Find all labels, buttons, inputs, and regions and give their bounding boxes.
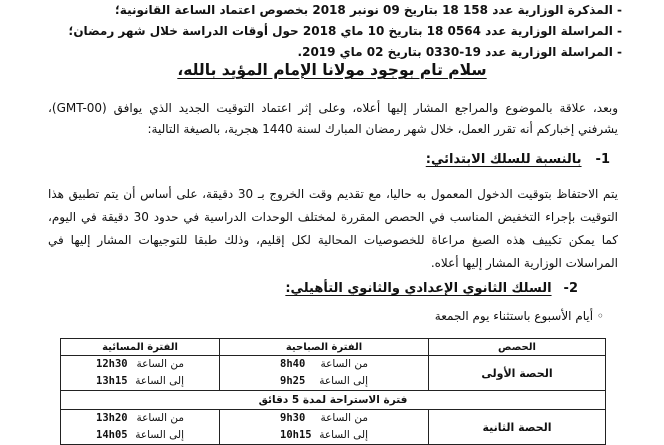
section-number: 1- [595, 152, 610, 167]
table-row [61, 356, 606, 391]
morning-cell [220, 410, 429, 445]
morning-cell [220, 356, 429, 391]
evening-cell [61, 356, 220, 391]
reference-item: - المراسلة الوزارية عدد 0564 18 بتاريخ 10 ماي 2018 حول أوقات الدراسة خلال شهر رمضان؛ [62, 21, 622, 42]
time-value: 12h30 [96, 358, 128, 370]
header-morning: الفترة الصباحية [220, 339, 429, 356]
from-label: من الساعة [136, 358, 184, 370]
intro-paragraph: وبعد، علاقة بالموضوع والمراجع المشار إليها أعلاه، وعلى إثر اعتماد التوقيت الجديد الذي يوافق (GMT-00)، يشرفني إخباركم أنه تقرر العمل، خلال شهر رمضان المبارك لسنة 1440 هجرية، بالصيغة التالية: [48, 101, 618, 136]
time-value: 13h15 [96, 375, 128, 387]
session-label: الحصة الثانية [429, 410, 606, 445]
evening-cell [61, 410, 220, 445]
table-header-row [61, 339, 606, 356]
time-value: 14h05 [96, 429, 128, 441]
reference-item: - المذكرة الوزارية عدد 158 18 بتاريخ 09 نونبر 2018 بخصوص اعتماد الساعة القانونية؛ [62, 0, 622, 21]
section-1-heading [426, 152, 610, 167]
from-label: من الساعة [136, 412, 184, 424]
section-number: 2- [563, 281, 578, 296]
header-evening: الفترة المسائية [61, 339, 220, 356]
session-label: الحصة الأولى [429, 356, 606, 391]
time-value: 10h15 [280, 429, 312, 441]
break-label: فترة الاستراحة لمدة 5 دقائق [61, 391, 606, 410]
section-1-paragraph: يتم الاحتفاظ بتوقيت الدخول المعمول به حاليا، مع تقديم وقت الخروج بـ 30 دقيقة، على أساس أن يتم تطبيق هذا التوقيت بإجراء التخفيض المناسب في الحصص المقررة لمختلف الوحدات الدراسية في حدود 30 دقيقة في اليوم، كما يمكن تكييف هذه الصيغ مراعاة للخصوصيات المحالية لكل إقليم، وذلك طبقا للتوجيهات المشار إليها في المراسلات الوزارية المشار إليها أعلاه. [48, 187, 619, 270]
from-label: من الساعة [320, 412, 368, 424]
to-label: إلى الساعة [319, 429, 368, 441]
from-label: من الساعة [320, 358, 368, 370]
table-row [61, 410, 606, 445]
schedule-table [60, 338, 606, 445]
break-row [61, 391, 606, 410]
time-value: 8h40 [280, 358, 306, 370]
to-label: إلى الساعة [319, 375, 368, 387]
references-list [62, 0, 622, 63]
salutation: سلام تام بوجود مولانا الإمام المؤيد بالله، [177, 61, 487, 79]
to-label: إلى الساعة [135, 429, 184, 441]
days-note: ◦ أيام الأسبوع باستثناء يوم الجمعة [435, 309, 604, 323]
time-value: 9h30 [280, 412, 306, 424]
section-title: بالنسبة للسلك الابتدائي: [425, 152, 582, 167]
section-2-heading [285, 281, 578, 296]
section-title: السلك الثانوي الإعدادي والثانوي التأهيلي: [285, 281, 552, 296]
header-sessions: الحصص [429, 339, 606, 356]
to-label: إلى الساعة [135, 375, 184, 387]
time-value: 9h25 [280, 375, 306, 387]
reference-item: - المراسلة الوزارية عدد 19-0330 بتاريخ 02 ماي 2019. [62, 42, 622, 63]
time-value: 13h20 [96, 412, 128, 424]
